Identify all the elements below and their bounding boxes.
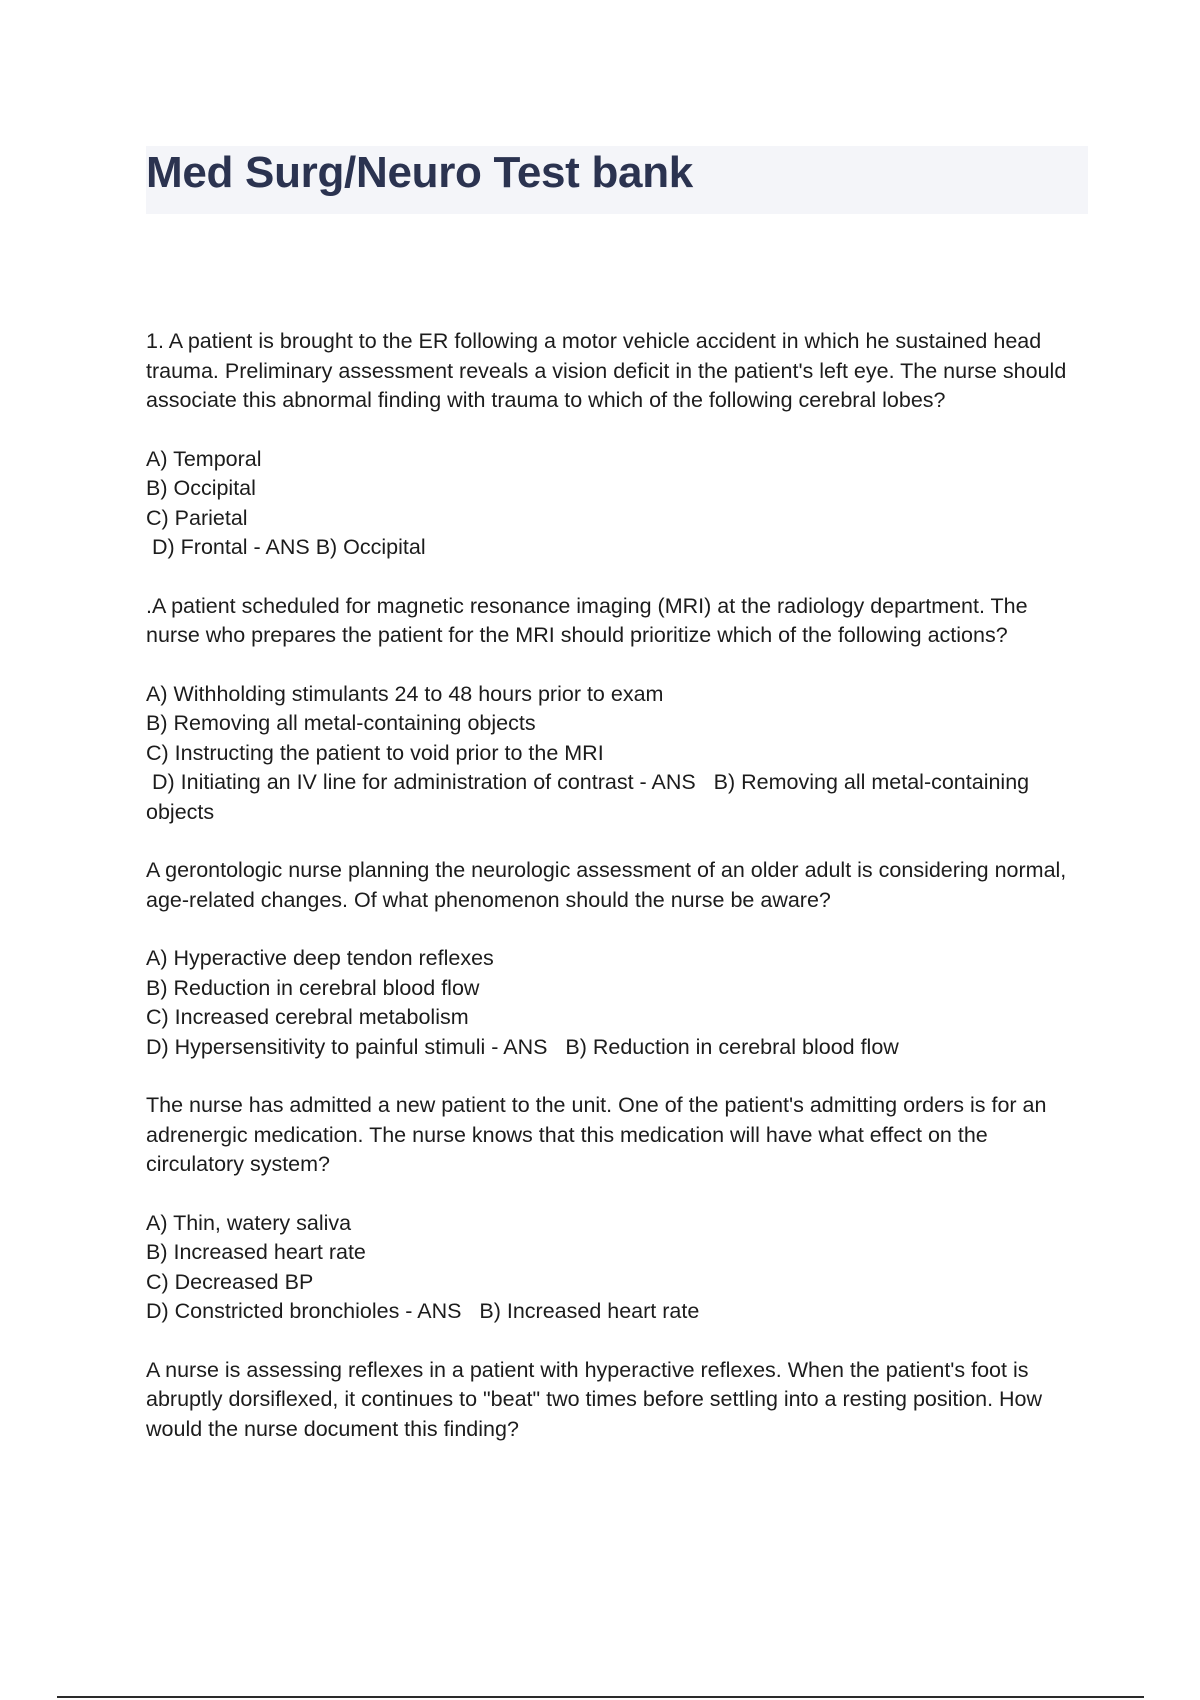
question-text: The nurse has admitted a new patient to the unit. One of the patient's admitting orders is for an adrenergic medication. The nurse knows that this medication will have what effect on the circulatory system? (146, 1093, 1047, 1176)
question-text: .A patient scheduled for magnetic resonance imaging (MRI) at the radiology department. The nurse who prepares the patient for the MRI should prioritize which of the following actions? (146, 593, 1028, 647)
option-d: D) Frontal - (152, 535, 266, 559)
question-block (146, 856, 1086, 1062)
option-c: C) Decreased BP (146, 1269, 314, 1294)
option-list (146, 1209, 1086, 1327)
question-block (146, 1356, 1086, 1445)
option-b: B) Occipital (146, 476, 256, 500)
option-d: D) Constricted bronchioles - (146, 1299, 418, 1323)
question-list (146, 327, 1086, 1444)
option-b: B) Increased heart rate (146, 1240, 366, 1264)
option-b: B) Reduction in cerebral blood flow (146, 975, 480, 1000)
option-list (146, 445, 1086, 563)
option-b: B) Removing all metal-containing objects (146, 711, 536, 735)
option-d: D) Hypersensitivity to painful stimuli - (146, 1034, 504, 1059)
question-text: 1. A patient is brought to the ER following a motor vehicle accident in which he sustained head trauma. Preliminary assessment reveals a vision deficit in the patient's left eye. The nurse should associate this abnormal finding with trauma to which of the following cerebral lobes? (146, 329, 1067, 412)
question-block (146, 1091, 1086, 1327)
option-c: C) Increased cerebral metabolism (146, 1005, 469, 1029)
answer-label: ANS (651, 770, 696, 794)
question-text: A gerontologic nurse planning the neurologic assessment of an older adult is considering normal, age-related changes. Of what phenomenon should the nurse be aware? (146, 858, 1067, 912)
option-d-with-answer (146, 1297, 1086, 1327)
option-a: A) Temporal (146, 446, 262, 471)
option-d-with-answer (146, 533, 1086, 563)
question-block (146, 592, 1086, 828)
option-d-with-answer (146, 768, 1086, 827)
option-c: C) Instructing the patient to void prior to the MRI (146, 740, 604, 765)
option-a: A) Withholding stimulants 24 to 48 hours prior to exam (146, 681, 664, 706)
option-c: C) Parietal (146, 505, 248, 530)
answer-text: B) Reduction in cerebral blood flow (565, 1034, 899, 1059)
answer-text: B) Increased heart rate (479, 1299, 700, 1323)
document-title: Med Surg/Neuro Test bank (146, 148, 693, 197)
answer-text: B) Occipital (315, 535, 426, 559)
option-list (146, 944, 1086, 1062)
answer-label: ANS (265, 535, 310, 559)
option-list (146, 680, 1086, 828)
footer-divider (57, 1696, 1144, 1698)
option-d: D) Initiating an IV line for administration of contrast - (151, 770, 652, 794)
option-a: A) Hyperactive deep tendon reflexes (146, 946, 494, 970)
option-a: A) Thin, watery saliva (146, 1210, 352, 1235)
question-text: A nurse is assessing reflexes in a patient with hyperactive reflexes. When the patient's foot is abruptly dorsiflexed, it continues to "beat" two times before settling into a resting position. How would the nurse document this finding? (146, 1357, 1043, 1441)
answer-text: B) Removing all metal-containing objects (146, 770, 1030, 824)
question-block (146, 327, 1086, 563)
answer-label: ANS (503, 1034, 548, 1059)
answer-label: ANS (417, 1299, 462, 1323)
option-d-with-answer (146, 1033, 1086, 1063)
